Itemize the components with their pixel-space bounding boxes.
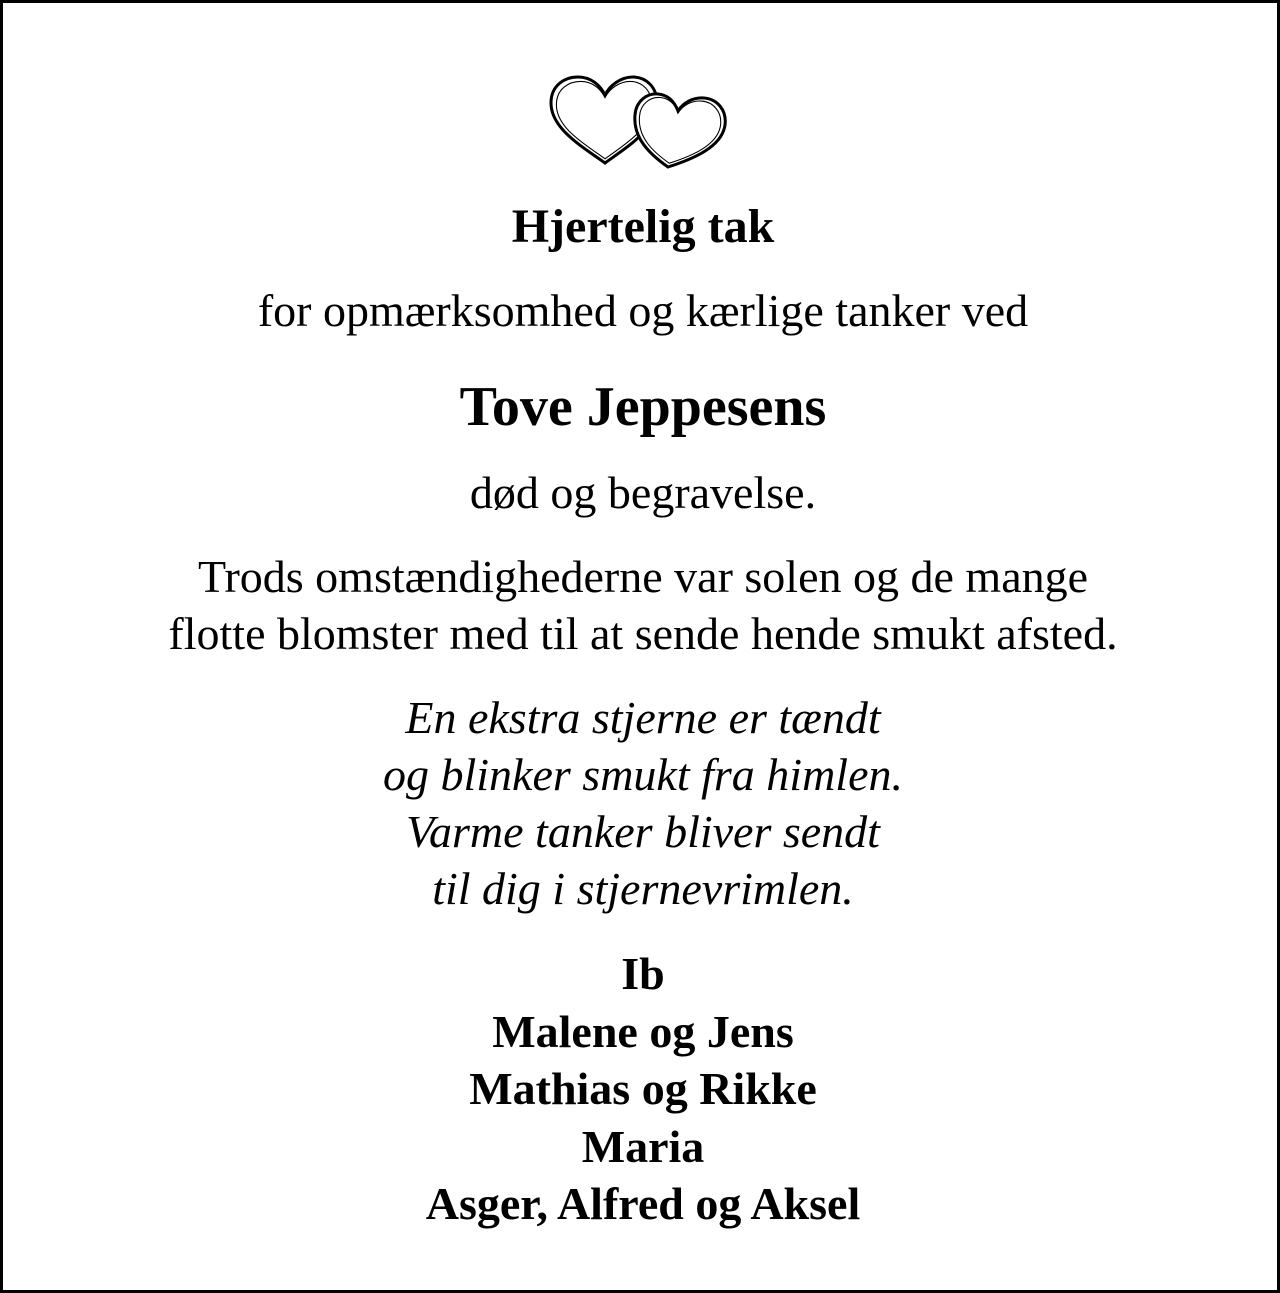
poem-line: Varme tanker bliver sendt [406,806,880,857]
message-paragraph [3,548,1280,662]
poem-line: og blinker smukt fra himlen. [383,749,903,800]
signature-line: Maria [581,1120,705,1172]
signature-line: Ib [621,948,665,999]
deceased-name: Tove Jeppesens [459,376,827,438]
event-text: død og begravelse. [469,467,817,518]
message-line: Trods omstændighederne var solen og de mange [197,551,1089,602]
poem [3,689,1280,917]
intro-text: for opmærksomhed og kærlige tanker ved [257,285,1029,336]
poem-line: En ekstra stjerne er tændt [405,692,881,743]
heading: Hjertelig tak [511,200,775,253]
signatures [3,945,1280,1233]
signature-line: Malene og Jens [492,1005,794,1057]
message-line: flotte blomster med til at sende hende smukt afsted. [168,608,1118,659]
signature-line: Mathias og Rikke [469,1063,817,1114]
signature-line: Asger, Alfred og Aksel [425,1178,861,1229]
poem-line: til dig i stjernevrimlen. [432,863,854,914]
two-hearts-icon [543,63,743,173]
